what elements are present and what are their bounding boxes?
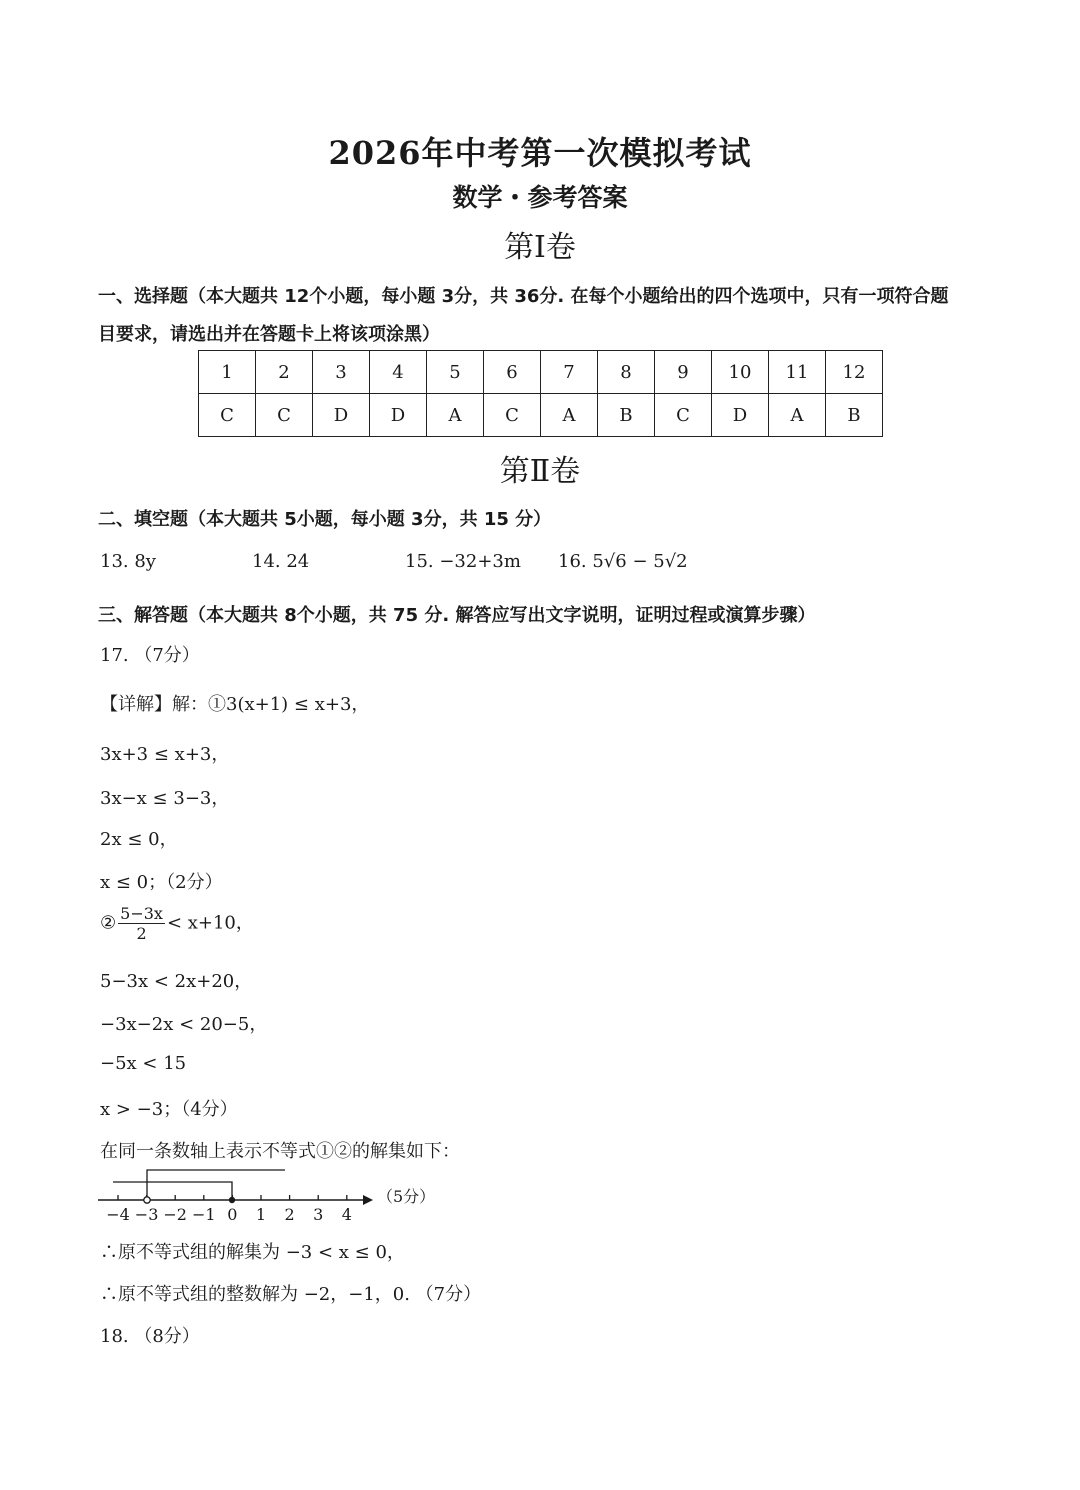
answer-cell: D <box>712 394 769 437</box>
tick-label: −3 <box>134 1205 159 1224</box>
answer-cell: D <box>313 394 370 437</box>
page-title: 2026年中考第一次模拟考试 <box>328 134 752 172</box>
solution-region-x-greater-minus3 <box>147 1170 285 1197</box>
answer-cell: C <box>199 394 256 437</box>
solution-step: 3x−x ≤ 3−3， <box>100 788 230 809</box>
solution-step: x > −3；（4分） <box>100 1099 238 1120</box>
q17-header: 17. （7分） <box>100 645 200 666</box>
tick-label: −1 <box>192 1205 216 1224</box>
solution-region-x-le-0 <box>113 1182 232 1197</box>
fraction-denominator: 2 <box>136 924 147 943</box>
conclusion-solution-set: ∴原不等式组的解集为 −3 < x ≤ 0， <box>100 1242 405 1263</box>
fraction-suffix: < x+10， <box>166 912 254 934</box>
answer-cell: D <box>370 394 427 437</box>
fraction-numerator: 5−3x <box>120 904 163 923</box>
tick-label: −2 <box>163 1205 187 1224</box>
section1-heading-line1: 一、选择题（本大题共 12个小题，每小题 3分，共 36分. 在每个小题给出的四个选项中，只有一项符合题 <box>98 286 949 307</box>
answer-cell: C <box>256 394 313 437</box>
answer-cell: A <box>769 394 826 437</box>
fill-answer-16: 16. 5√6 − 5√2 <box>558 551 688 572</box>
fill-answer-14: 14. 24 <box>252 551 310 572</box>
circled-two: ② <box>100 912 117 934</box>
volume-1-heading: 第Ⅰ卷 <box>504 230 576 265</box>
numberline-score: （5分） <box>377 1187 436 1206</box>
question-number: 10 <box>712 351 769 394</box>
axis-arrow-icon <box>363 1195 373 1205</box>
tick-label: 1 <box>255 1205 267 1224</box>
question-number: 12 <box>826 351 883 394</box>
fill-answer-13: 13. 8y <box>100 551 156 572</box>
volume-2-heading: 第Ⅱ卷 <box>499 454 581 489</box>
question-number: 2 <box>256 351 313 394</box>
question-number: 1 <box>199 351 256 394</box>
answer-table-answer-row <box>199 394 883 437</box>
solution-step: 【详解】解：①3(x+1) ≤ x+3， <box>100 694 370 715</box>
tick-label: 3 <box>313 1205 324 1224</box>
question-number: 7 <box>541 351 598 394</box>
solution-step: 3x+3 ≤ x+3， <box>100 744 230 765</box>
numberline-intro: 在同一条数轴上表示不等式①②的解集如下： <box>100 1141 460 1162</box>
question-number: 6 <box>484 351 541 394</box>
solution-step: 2x ≤ 0， <box>100 829 178 850</box>
answer-table-number-row <box>199 351 883 394</box>
open-point-minus3 <box>144 1197 150 1203</box>
answer-cell: C <box>655 394 712 437</box>
question-number: 5 <box>427 351 484 394</box>
solution-step: −3x−2x < 20−5， <box>100 1014 268 1035</box>
answer-cell: A <box>427 394 484 437</box>
conclusion-integer-solutions: ∴原不等式组的整数解为 −2，−1，0. （7分） <box>100 1284 482 1305</box>
number-line <box>95 1162 455 1226</box>
question-number: 4 <box>370 351 427 394</box>
tick-label: 4 <box>341 1205 352 1224</box>
solution-step: x ≤ 0；（2分） <box>100 872 223 893</box>
question-number: 3 <box>313 351 370 394</box>
answer-cell: A <box>541 394 598 437</box>
tick-label: 2 <box>284 1205 295 1224</box>
q18-header: 18. （8分） <box>100 1326 200 1347</box>
page-subtitle: 数学・参考答案 <box>452 183 628 212</box>
solution-step: 5−3x < 2x+20， <box>100 971 253 992</box>
fill-answer-15: 15. −32+3m <box>405 551 521 572</box>
question-number: 11 <box>769 351 826 394</box>
solution-step: −5x < 15 <box>100 1053 187 1074</box>
answer-cell: C <box>484 394 541 437</box>
section2-heading: 二、填空题（本大题共 5小题，每小题 3分，共 15 分） <box>98 509 552 530</box>
question-number: 9 <box>655 351 712 394</box>
question-number: 8 <box>598 351 655 394</box>
fraction-inequality <box>100 904 254 943</box>
tick-label: 0 <box>227 1205 238 1224</box>
answer-cell: B <box>826 394 883 437</box>
tick-label: −4 <box>106 1205 130 1224</box>
closed-point-0 <box>229 1197 235 1203</box>
answer-table <box>198 350 883 437</box>
fraction <box>118 904 165 943</box>
section1-heading-line2: 目要求，请选出并在答题卡上将该项涂黑） <box>98 324 440 345</box>
answer-cell: B <box>598 394 655 437</box>
section3-heading: 三、解答题（本大题共 8个小题，共 75 分. 解答应写出文字说明，证明过程或演算步骤） <box>98 605 816 626</box>
